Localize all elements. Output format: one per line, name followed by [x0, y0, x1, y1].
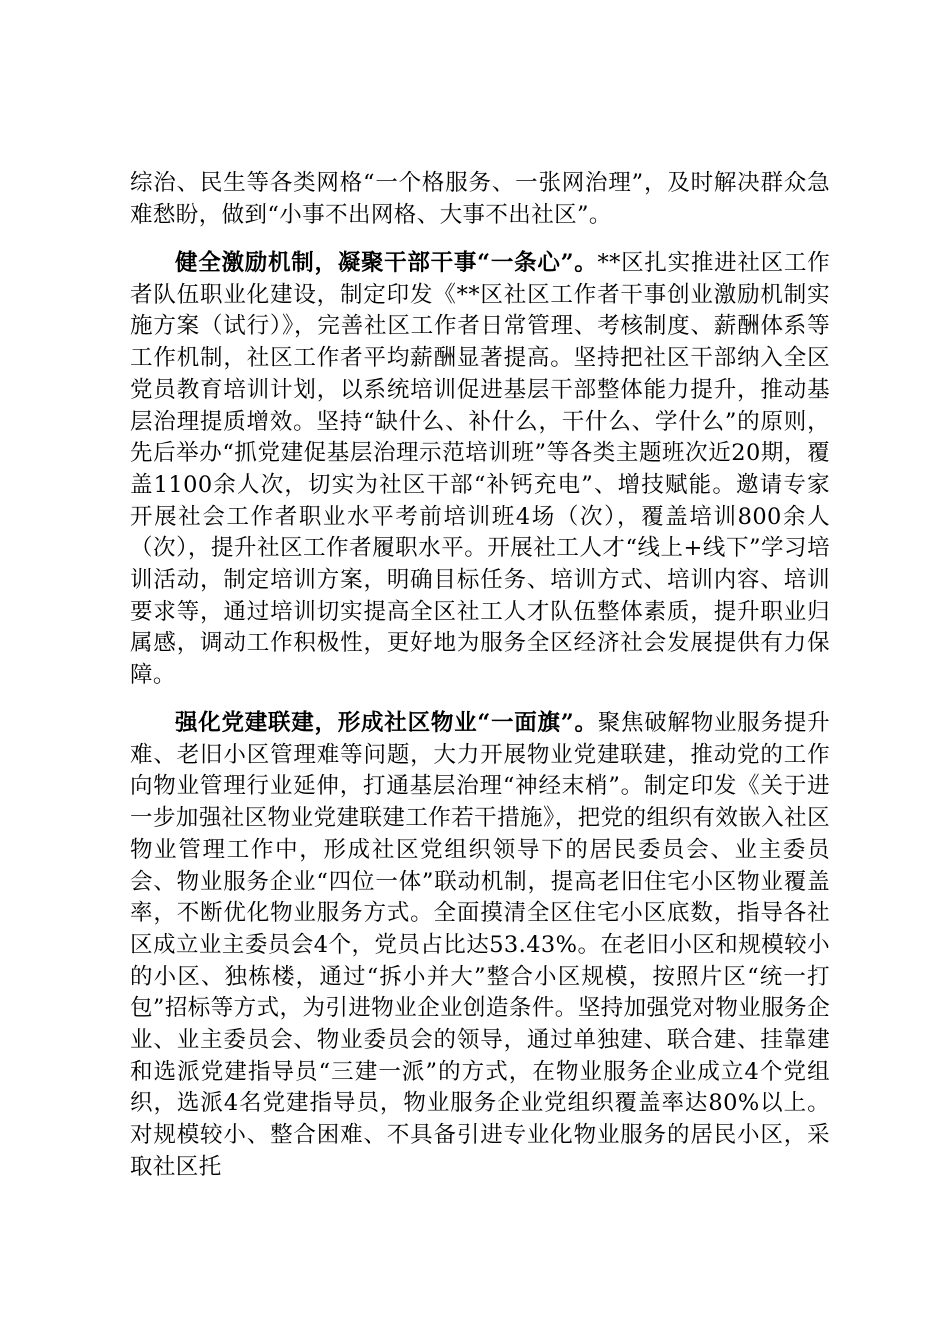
paragraph-2-heading: 健全激励机制，凝聚干部干事“一条心”。	[175, 250, 598, 276]
paragraph-2-body: **区扎实推进社区工作者队伍职业化建设，制定印发《**区社区工作者干事创业激励机制实施方案（试行）》，完善社区工作者日常管理、考核制度、薪酬体系等工作机制，社区工作者平均薪酬显著提高。坚持把社区干部纳入全区党员教育培训计划，以系统培训促进基层干部整体能力提升，推动基层治理提质增效。坚持“缺什么、补什么，干什么、学什么”的原则，先后举办“抓党建促基层治理示范培训班”等各类主题班次近20期，覆盖1100余人次，切实为社区干部“补钙充电”、增技赋能。邀请专家开展社会工作者职业水平考前培训班4场（次），覆盖培训800余人（次），提升社区工作者履职水平。开展社工人才“线上+线下”学习培训活动，制定培训方案，明确目标任务、培训方式、培训内容、培训要求等，通过培训切实提高全区社工人才队伍整体素质，提升职业归属感，调动工作积极性，更好地为服务全区经济社会发展提供有力保障。	[130, 250, 830, 689]
paragraph-1	[130, 168, 830, 231]
paragraph-3-heading: 强化党建联建，形成社区物业“一面旗”。	[175, 710, 598, 736]
paragraph-2	[130, 248, 830, 692]
paragraph-3-body: 聚焦破解物业服务提升难、老旧小区管理难等问题，大力开展物业党建联建，推动党的工作向物业管理行业延伸，打通基层治理“神经末梢”。制定印发《关于进一步加强社区物业党建联建工作若干措施》，把党的组织有效嵌入社区物业管理工作中，形成社区党组织领导下的居民委员会、业主委员会、物业服务企业“四位一体”联动机制，提高老旧住宅小区物业覆盖率，不断优化物业服务方式。全面摸清全区住宅小区底数，指导各社区成立业主委员会4个，党员占比达53.43%。在老旧小区和规模较小的小区、独栋楼，通过“拆小并大”整合小区规模，按照片区“统一打包”招标等方式，为引进物业企业创造条件。坚持加强党对物业服务企业、业主委员会、物业委员会的领导，通过单独建、联合建、挂靠建和选派党建指导员“三建一派”的方式，在物业服务企业成立4个党组织，选派4名党建指导员，物业服务企业党组织覆盖率达80%以上。对规模较小、整合困难、不具备引进专业化物业服务的居民小区，采取社区托	[130, 710, 830, 1180]
paragraph-3	[130, 708, 830, 1184]
paragraph-1-body: 综治、民生等各类网格“一个格服务、一张网治理”，及时解决群众急难愁盼，做到“小事不出网格、大事不出社区”。	[130, 170, 830, 228]
